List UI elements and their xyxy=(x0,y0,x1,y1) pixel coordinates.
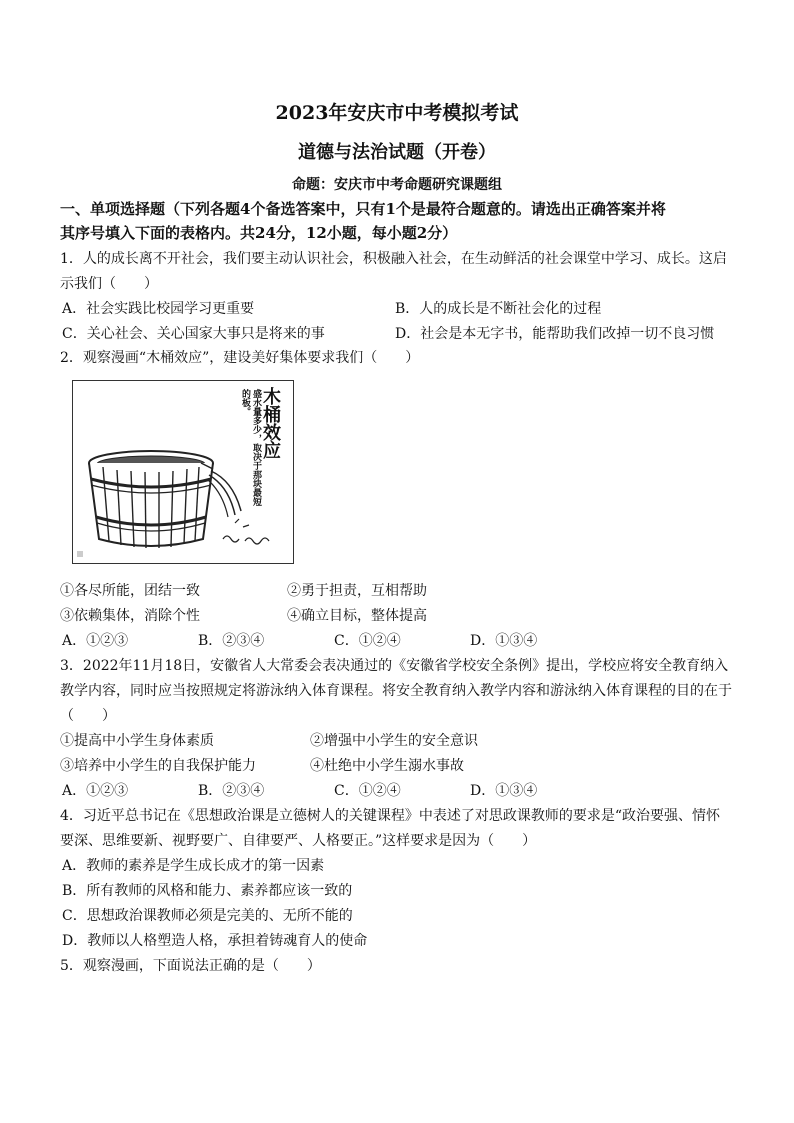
q2-statement-2: ②勇于担责，互相帮助 xyxy=(287,583,427,599)
q4-option-b: B．所有教师的风格和能力、素养都应该一致的 xyxy=(62,883,353,899)
q2-statement-3: ③依赖集体，消除个性 xyxy=(60,608,200,624)
q1-option-a: A．社会实践比校园学习更重要 xyxy=(62,301,255,317)
q2-stem: 2．观察漫画“木桶效应”，建设美好集体要求我们（ ） xyxy=(60,350,420,366)
q3-statement-3: ③培养中小学生的自我保护能力 xyxy=(60,758,256,774)
q4-option-d: D．教师以人格塑造人格，承担着铸魂育人的使命 xyxy=(62,933,368,949)
q4-stem-line1: 4．习近平总书记在《思想政治课是立德树人的关键课程》中表述了对思政课教师的要求是“政治要强、情怀 xyxy=(60,808,721,824)
q4-stem-line2: 要深、思维要新、视野要广、自律要严、人格要正。”这样要求是因为（ ） xyxy=(60,833,537,849)
q2-option-c: C．①②④ xyxy=(334,633,401,649)
q2-option-a: A．①②③ xyxy=(62,633,129,649)
q4-option-c: C．思想政治课教师必须是完美的、无所不能的 xyxy=(62,908,353,924)
q1-stem-line1: 1．人的成长离不开社会，我们要主动认识社会，积极融入社会，在生动鲜活的社会课堂中学习、成长。这启 xyxy=(60,251,727,267)
cartoon-caption: 盛水量多少，取决于那块最短的板。 xyxy=(240,389,261,506)
q2-statement-1: ①各尽所能，团结一致 xyxy=(60,583,200,599)
q3-stem-line3: （ ） xyxy=(60,708,116,724)
q3-statement-1: ①提高中小学生身体素质 xyxy=(60,733,214,749)
q3-option-c: C．①②④ xyxy=(334,783,401,799)
q3-option-b: B．②③④ xyxy=(198,783,265,799)
q4-option-a: A．教师的素养是学生成长成才的第一因素 xyxy=(62,858,325,874)
section-heading-line2: 其序号填入下面的表格内。共24分，12小题，每小题2分） xyxy=(60,224,458,242)
q3-stem-line2: 教学内容，同时应当按照规定将游泳纳入体育课程。将安全教育纳入教学内容和游泳纳入体育课程的目的在于 xyxy=(60,683,732,699)
q1-stem-line2: 示我们（ ） xyxy=(60,276,158,292)
q2-statement-4: ④确立目标，整体提高 xyxy=(287,608,427,624)
q1-option-b: B．人的成长是不断社会化的过程 xyxy=(395,301,602,317)
q1-option-c: C．关心社会、关心国家大事只是将来的事 xyxy=(62,326,325,342)
exam-title: 2023年安庆市中考模拟考试 xyxy=(275,102,519,124)
q2-option-b: B．②③④ xyxy=(198,633,265,649)
exam-author: 命题：安庆市中考命题研究课题组 xyxy=(292,177,502,193)
q3-option-d: D．①③④ xyxy=(470,783,538,799)
cartoon-title: 木桶效应 xyxy=(260,387,281,459)
q2-option-d: D．①③④ xyxy=(470,633,538,649)
exam-subtitle: 道德与法治试题（开卷） xyxy=(298,142,496,163)
q3-statement-4: ④杜绝中小学生溺水事故 xyxy=(310,758,464,774)
q1-option-d: D．社会是本无字书，能帮助我们改掉一切不良习惯 xyxy=(395,326,715,342)
q3-statement-2: ②增强中小学生的安全意识 xyxy=(310,733,478,749)
section-heading-line1: 一、单项选择题（下列各题4个备选答案中，只有1个是最符合题意的。请选出正确答案并将 xyxy=(60,200,666,218)
q5-stem: 5．观察漫画，下面说法正确的是（ ） xyxy=(60,958,321,974)
q3-option-a: A．①②③ xyxy=(62,783,129,799)
q3-stem-line1: 3．2022年11月18日，安徽省人大常委会表决通过的《安徽省学校安全条例》提出，学校应将安全教育纳入 xyxy=(60,658,729,674)
wooden-bucket-cartoon xyxy=(72,380,294,564)
